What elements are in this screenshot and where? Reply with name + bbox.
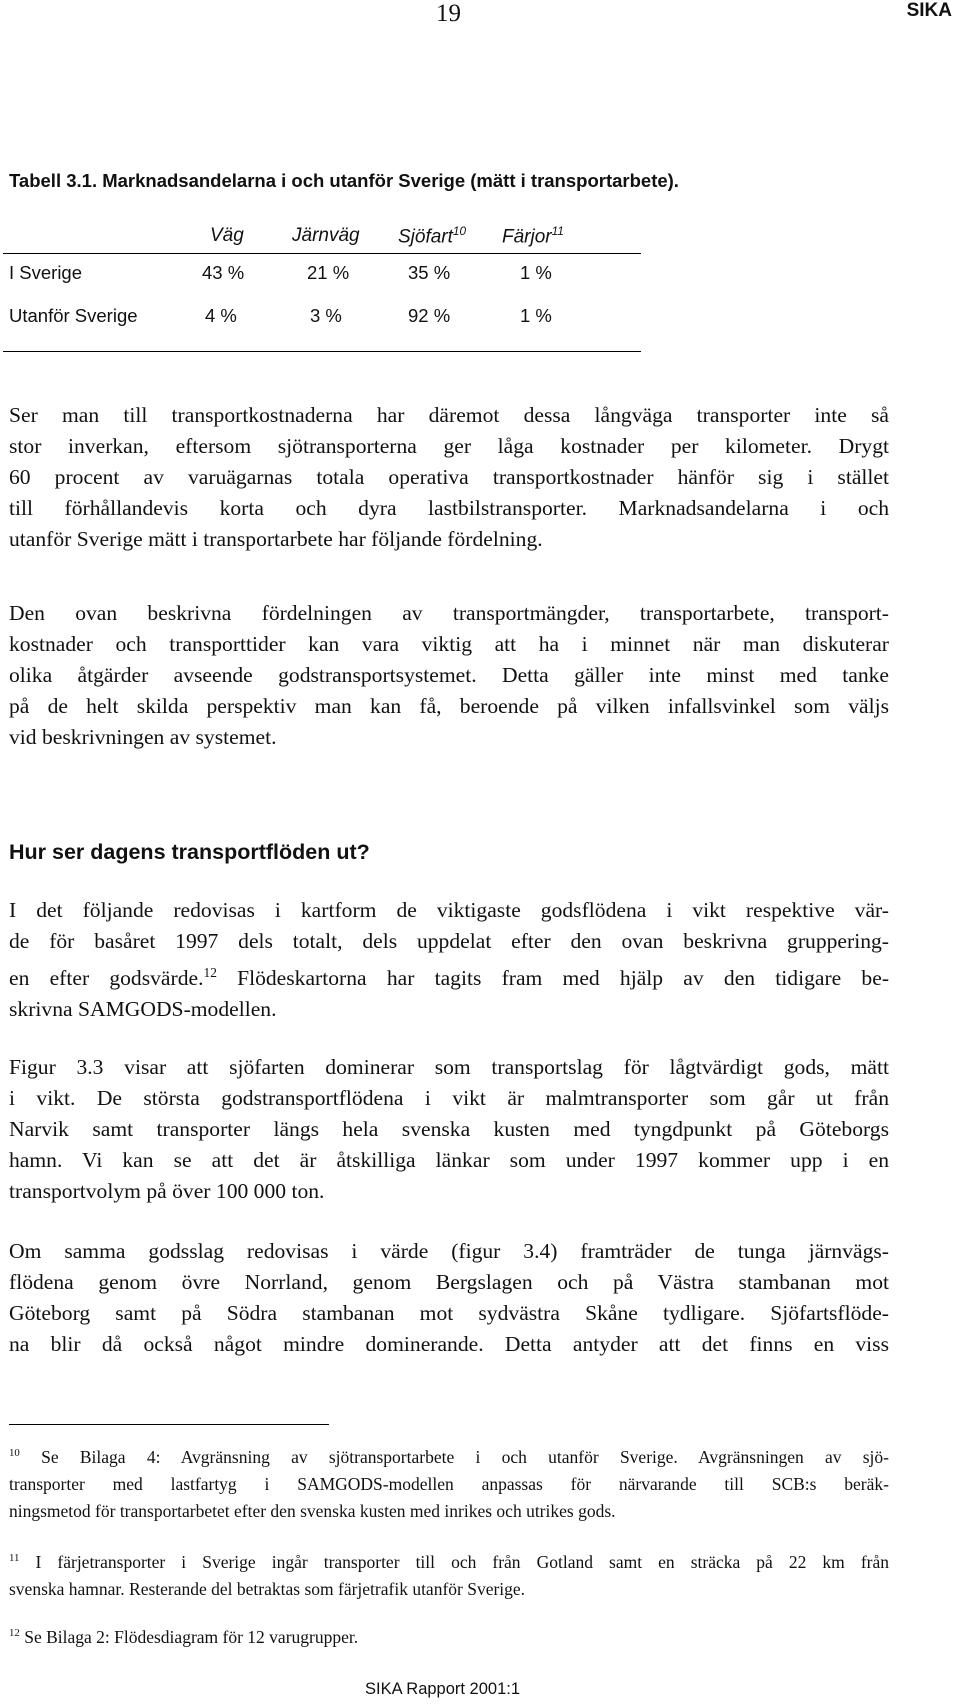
- paragraph-distribution: Den ovan beskrivna fördelningen av transportmängder, transportarbete, transport- kostnader och transporttider kan vara viktig att ha i minnet när man diskuterar olika åtgärder avseende godstransportsystemet. Detta gäller inte minst med tanke på de helt skilda perspektiv man kan få, beroende på vilken infallsvinkel som väljs vid beskrivningen av systemet.: [9, 601, 889, 749]
- footnote-10: $^{10}$ Se Bilaga 4: Avgränsning av sjötransportarbete i och utanför Sverige. Avgränsningen av sjö- transporter med lastfartyg i SAMGODS-modellen anpassas för närvarande till SCB:s beräk- ningsmetod för transportarbetet efter den svenska kusten med inrikes och utrikes gods.: [9, 1446, 889, 1521]
- table-cell: 21 %: [307, 262, 350, 283]
- table-caption: Tabell 3.1. Marknadsandelarna i och utanför Sverige (mätt i transportarbete).: [9, 170, 679, 191]
- section-heading: Hur ser dagens transportflöden ut?: [9, 840, 370, 864]
- footnote-number: 12: [9, 1627, 20, 1639]
- table-rule-bottom: [3, 351, 641, 352]
- footnote-number: 10: [9, 1447, 20, 1459]
- table-cell: 1 %: [520, 305, 552, 326]
- footnote-ref-11: 11: [551, 225, 564, 238]
- report-footer: SIKA Rapport 2001:1: [365, 1680, 521, 1698]
- column-header-vag: Väg: [210, 225, 244, 246]
- table-cell: 92 %: [408, 305, 451, 326]
- table-cell: 1 %: [520, 262, 552, 283]
- column-header-jarnvag: Järnväg: [292, 225, 360, 246]
- page-number: 19: [436, 0, 461, 27]
- table-cell: 4 %: [205, 305, 237, 326]
- brand-label: SIKA: [906, 0, 952, 21]
- footnote-ref-12: 12: [203, 965, 217, 980]
- footnote-rule: [9, 1424, 329, 1425]
- footnote-ref-10: 10: [452, 225, 467, 238]
- column-header-farjor: Färjor$^{11}$: [502, 225, 564, 248]
- table-cell: 3 %: [310, 305, 342, 326]
- paragraph-figure-3-4: Om samma godsslag redovisas i värde (figur 3.4) framträder de tunga järnvägs- flödena genom övre Norrland, genom Bergslagen och på Västra stambanan mot Göteborg samt på Södra stambanan mot sydvästra Skåne tydligare. Sjöfartsflöde- na blir då också något mindre dominerande. Detta antyder att det finns en viss: [9, 1239, 889, 1356]
- footnote-11: $^{11}$ I färjetransporter i Sverige ingår transporter till och från Gotland samt en sträcka på 22 km från svenska hamnar. Resterande del betraktas som färjetrafik utanför Sverige.: [9, 1551, 890, 1599]
- footnote-number: 11: [9, 1552, 20, 1564]
- row-label-utanfor-sverige: Utanför Sverige: [9, 305, 138, 326]
- column-header-sjofart: Sjöfart$^{10}$: [398, 225, 467, 248]
- table-cell: 43 %: [202, 262, 245, 283]
- paragraph-flow-maps: I det följande redovisas i kartform de viktigaste godsflödena i vikt respektive vär- de för basåret 1997 dels totalt, dels uppdelat efter den ovan beskrivna gruppering- en efter godsvärde.$^{12}$ Flödeskartorna har tagits fram med hjälp av den tidigare be- skrivna SAMGODS-modellen.: [9, 898, 890, 1022]
- paragraph-figure-3-3: Figur 3.3 visar att sjöfarten dominerar som transportslag för lågtvärdigt gods, mätt i vikt. De största godstransportflödena i vikt är malmtransporter som går ut från Narvik samt transporter längs hela svenska kusten med tyngdpunkt på Göteborgs hamn. Vi kan se att det är åtskilliga länkar som under 1997 kommer upp i en transportvolym på över 100 000 ton.: [9, 1055, 889, 1203]
- table-rule-top: [3, 253, 641, 254]
- paragraph-market-costs: Ser man till transportkostnaderna har däremot dessa långväga transporter inte så stor inverkan, eftersom sjötransporterna ger låga kostnader per kilometer. Drygt 60 procent av varuägarnas totala operativa transportkostnader hänför sig i stället till förhållandevis korta och dyra lastbilstransporter. Marknadsandelarna i och utanför Sverige mätt i transportarbete har följande fördelning.: [9, 403, 889, 551]
- footnote-12: $^{12}$ Se Bilaga 2: Flödesdiagram för 12 varugrupper.: [9, 1626, 359, 1647]
- row-label-i-sverige: I Sverige: [9, 262, 83, 283]
- table-cell: 35 %: [408, 262, 451, 283]
